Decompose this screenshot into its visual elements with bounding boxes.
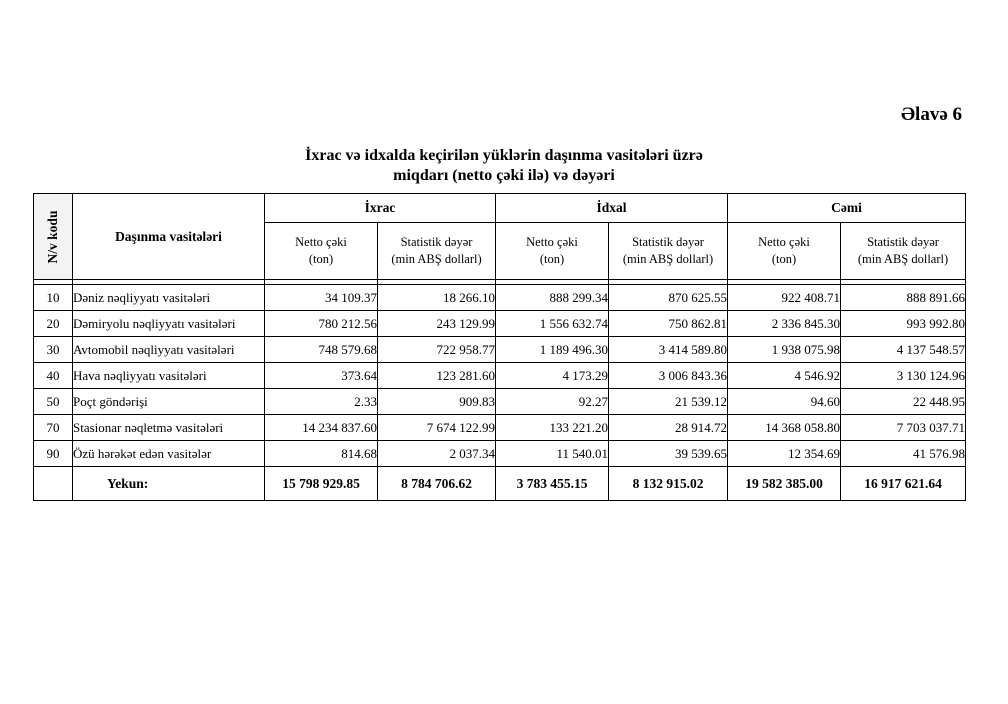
total-code (34, 467, 73, 501)
import-value: 870 625.55 (609, 285, 728, 311)
export-value: 2 037.34 (378, 441, 496, 467)
import-weight: 1 189 496.30 (496, 337, 609, 363)
total-row (34, 467, 966, 501)
export-value: 18 266.10 (378, 285, 496, 311)
appendix-label: Əlavə 6 (901, 104, 962, 125)
sub-value-label: Statistik dəyər (400, 235, 473, 249)
total-export-value: 8 784 706.62 (378, 467, 496, 501)
sub-value-unit: (min ABŞ dollarl) (857, 252, 949, 266)
total-value: 993 992.80 (841, 311, 966, 337)
row-code: 20 (34, 311, 73, 337)
import-value: 39 539.65 (609, 441, 728, 467)
row-code: 40 (34, 363, 73, 389)
import-weight: 1 556 632.74 (496, 311, 609, 337)
row-name: Dəmiryolu nəqliyyatı vasitələri (73, 311, 265, 337)
header-name: Daşınma vasitələri (73, 194, 265, 280)
export-weight: 14 234 837.60 (265, 415, 378, 441)
sub-weight-unit: (ton) (308, 252, 334, 266)
row-name: Stasionar nəqletmə vasitələri (73, 415, 265, 441)
row-name: Avtomobil nəqliyyatı vasitələri (73, 337, 265, 363)
total-weight: 2 336 845.30 (728, 311, 841, 337)
header-code (34, 194, 73, 280)
sub-weight-label: Netto çəki (526, 235, 578, 249)
header-code-label: N/v kodu (45, 210, 60, 263)
table-row (34, 415, 966, 441)
total-label: Yekun: (73, 467, 265, 501)
row-name: Poçt göndərişi (73, 389, 265, 415)
import-value: 750 862.81 (609, 311, 728, 337)
header-export-weight (265, 223, 378, 280)
row-code: 90 (34, 441, 73, 467)
total-value: 4 137 548.57 (841, 337, 966, 363)
title-line-2: miqdarı (netto çəki ilə) və dəyəri (393, 167, 615, 184)
import-value: 28 914.72 (609, 415, 728, 441)
sub-value-label: Statistik dəyər (632, 235, 704, 249)
header-import: İdxal (496, 194, 728, 223)
row-code: 50 (34, 389, 73, 415)
row-code: 30 (34, 337, 73, 363)
export-value: 7 674 122.99 (378, 415, 496, 441)
table-row (34, 311, 966, 337)
sub-weight-label: Netto çəki (758, 235, 810, 249)
export-weight: 748 579.68 (265, 337, 378, 363)
total-sum-value: 16 917 621.64 (841, 467, 966, 501)
sub-weight-label: Netto çəki (295, 235, 347, 249)
import-weight: 92.27 (496, 389, 609, 415)
import-value: 21 539.12 (609, 389, 728, 415)
import-weight: 133 221.20 (496, 415, 609, 441)
total-weight: 4 546.92 (728, 363, 841, 389)
table-row (34, 363, 966, 389)
header-import-weight (496, 223, 609, 280)
total-value: 7 703 037.71 (841, 415, 966, 441)
export-value: 123 281.60 (378, 363, 496, 389)
total-weight: 922 408.71 (728, 285, 841, 311)
export-value: 909.83 (378, 389, 496, 415)
sub-value-label: Statistik dəyər (867, 235, 939, 249)
export-weight: 780 212.56 (265, 311, 378, 337)
total-weight: 94.60 (728, 389, 841, 415)
header-export-value (378, 223, 496, 280)
total-value: 888 891.66 (841, 285, 966, 311)
row-code: 10 (34, 285, 73, 311)
transport-table (33, 193, 966, 501)
export-value: 243 129.99 (378, 311, 496, 337)
total-value: 22 448.95 (841, 389, 966, 415)
table-row (34, 285, 966, 311)
total-value: 41 576.98 (841, 441, 966, 467)
header-total-value (841, 223, 966, 280)
row-name: Özü hərəkət edən vasitələr (73, 441, 265, 467)
import-value: 3 006 843.36 (609, 363, 728, 389)
export-weight: 34 109.37 (265, 285, 378, 311)
total-weight: 14 368 058.80 (728, 415, 841, 441)
row-name: Dəniz nəqliyyatı vasitələri (73, 285, 265, 311)
sub-weight-unit: (ton) (539, 252, 565, 266)
total-weight: 12 354.69 (728, 441, 841, 467)
total-value: 3 130 124.96 (841, 363, 966, 389)
export-value: 722 958.77 (378, 337, 496, 363)
total-import-value: 8 132 915.02 (609, 467, 728, 501)
total-export-weight: 15 798 929.85 (265, 467, 378, 501)
table-row (34, 337, 966, 363)
total-sum-weight: 19 582 385.00 (728, 467, 841, 501)
import-weight: 888 299.34 (496, 285, 609, 311)
row-code: 70 (34, 415, 73, 441)
table-row (34, 389, 966, 415)
table-row (34, 441, 966, 467)
import-weight: 4 173.29 (496, 363, 609, 389)
page-title (0, 146, 1008, 186)
header-export: İxrac (265, 194, 496, 223)
export-weight: 373.64 (265, 363, 378, 389)
export-weight: 814.68 (265, 441, 378, 467)
header-total-weight (728, 223, 841, 280)
import-weight: 11 540.01 (496, 441, 609, 467)
title-line-1: İxrac və idxalda keçirilən yüklərin daşınma vasitələri üzrə (305, 147, 703, 164)
total-weight: 1 938 075.98 (728, 337, 841, 363)
sub-weight-unit: (ton) (771, 252, 797, 266)
header-import-value (609, 223, 728, 280)
row-name: Hava nəqliyyatı vasitələri (73, 363, 265, 389)
sub-value-unit: (min ABŞ dollarl) (391, 252, 482, 266)
total-import-weight: 3 783 455.15 (496, 467, 609, 501)
header-total: Cəmi (728, 194, 966, 223)
sub-value-unit: (min ABŞ dollarl) (622, 252, 714, 266)
import-value: 3 414 589.80 (609, 337, 728, 363)
export-weight: 2.33 (265, 389, 378, 415)
